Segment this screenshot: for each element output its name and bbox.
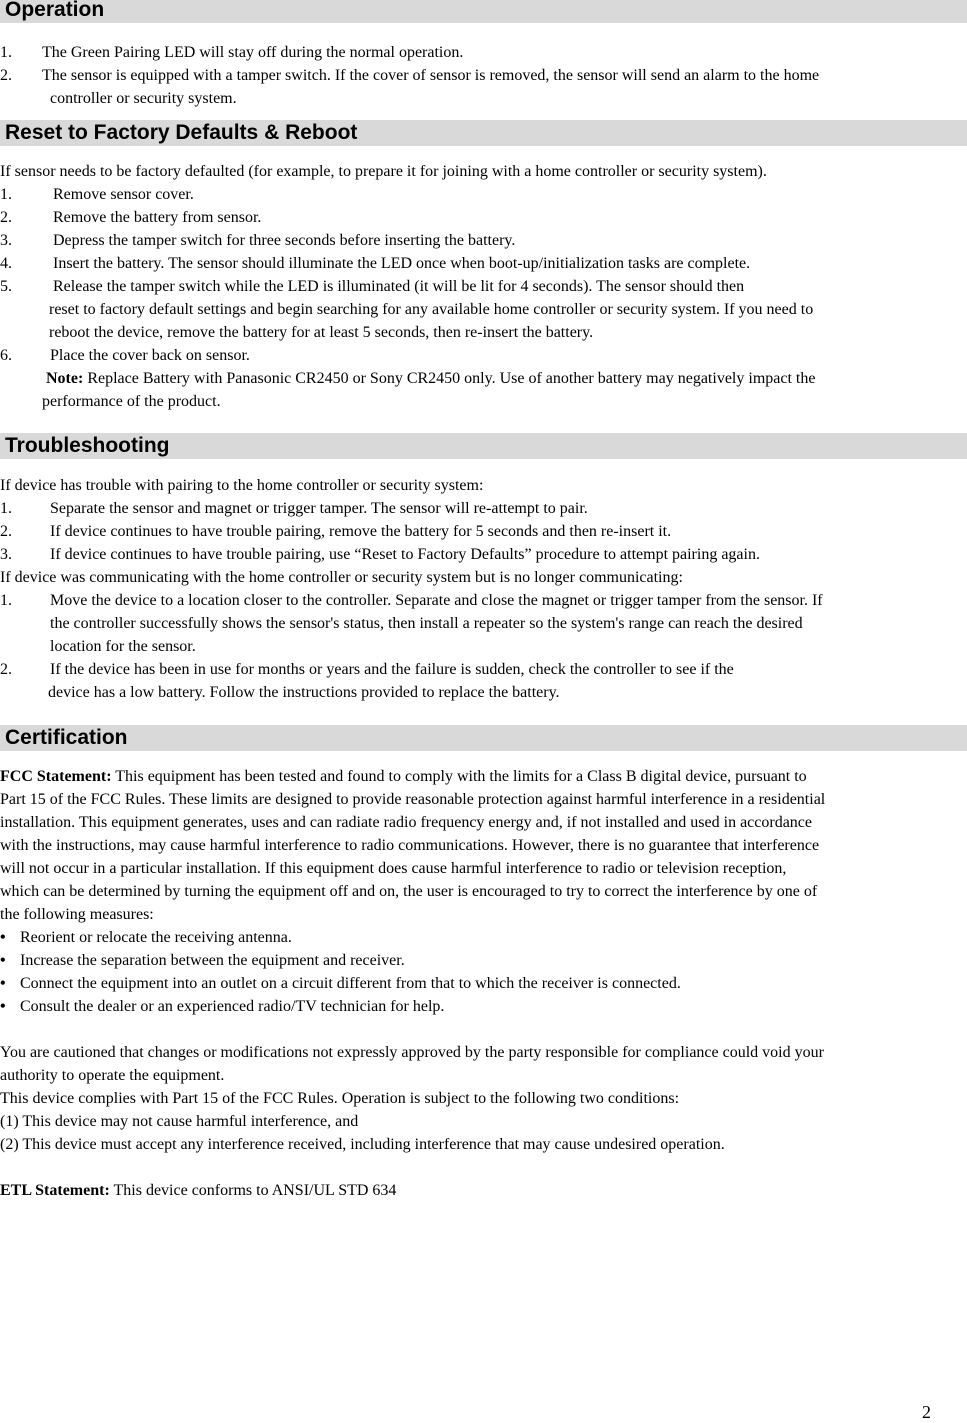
list-item [0,543,967,566]
list-continuation: reboot the device, remove the battery for at least 5 seconds, then re-insert the battery. [49,324,594,341]
caution-line: (2) This device must accept any interference received, including interference that may cause undesired operation. [0,1136,725,1153]
troubleshooting-section [0,474,967,704]
list-text: Release the tamper switch while the LED is illuminated (it will be lit for 4 seconds). The sensor should then [53,278,745,295]
caution-line: authority to operate the equipment. [0,1067,225,1084]
list-continuation: reset to factory default settings and begin searching for any available home controller or security system. If you need to [49,301,814,318]
bullet-text: Reorient or relocate the receiving antenna. [20,929,292,946]
list-number: 1. [0,500,12,517]
trouble-intro-communicating: If device was communicating with the home controller or security system but is no longer communicating: [0,569,683,586]
list-text: Separate the sensor and magnet or trigger tamper. The sensor will re-attempt to pair. [50,500,588,517]
list-text: If device continues to have trouble pairing, use “Reset to Factory Defaults” procedure to attempt pairing again. [50,546,760,563]
list-number: 2. [0,523,12,540]
list-text: If device continues to have trouble pairing, remove the battery for 5 seconds and then re-insert it. [50,523,672,540]
fcc-label: FCC Statement: [0,768,112,785]
bullet-text: Consult the dealer or an experienced radio/TV technician for help. [20,998,445,1015]
section-heading-troubleshooting: Troubleshooting [0,433,967,459]
list-item [0,497,967,520]
list-number: 5. [0,278,12,295]
list-continuation: the controller successfully shows the sensor's status, then install a repeater so the system's range can reach the desired [50,615,803,632]
list-item [0,206,967,229]
trouble-intro-pairing: If device has trouble with pairing to the home controller or security system: [0,477,484,494]
bullet-item [0,995,967,1018]
list-item [0,64,967,87]
list-text: Move the device to a location closer to the controller. Separate and close the magnet or trigger tamper from the sensor. If [50,592,823,609]
list-text: If the device has been in use for months or years and the failure is sudden, check the controller to see if the [50,661,734,678]
note-label: Note: [46,370,84,387]
list-number: 3. [0,546,12,563]
list-continuation: device has a low battery. Follow the instructions provided to replace the battery. [48,684,560,701]
list-item [0,658,967,681]
spacer [0,1156,967,1179]
note-continuation: performance of the product. [42,393,221,410]
bullet-item [0,949,967,972]
fcc-text-line: the following measures: [0,906,154,923]
caution-line: This device complies with Part 15 of the FCC Rules. Operation is subject to the following two conditions: [0,1090,680,1107]
list-continuation: controller or security system. [50,90,237,107]
list-number: 3. [0,232,12,249]
list-continuation: location for the sensor. [50,638,196,655]
list-item [0,520,967,543]
fcc-text-line: Part 15 of the FCC Rules. These limits are designed to provide reasonable protection against harmful interference in a residential [0,791,826,808]
bullet-text: Increase the separation between the equipment and receiver. [20,952,405,969]
bullet-item [0,972,967,995]
note-text: Replace Battery with Panasonic CR2450 or Sony CR2450 only. Use of another battery may negatively impact the [87,370,816,387]
section-heading-certification: Certification [0,725,967,751]
list-item [0,183,967,206]
fcc-text-line: with the instructions, may cause harmful interference to radio communications. However, there is no guarantee that interference [0,837,820,854]
list-text: Place the cover back on sensor. [50,347,250,364]
list-item [0,252,967,275]
list-number: 4. [0,255,12,272]
etl-statement [0,1179,967,1202]
caution-line: You are cautioned that changes or modifications not expressly approved by the party responsible for compliance could void your [0,1044,824,1061]
list-number: 1. [0,186,12,203]
bullet-icon: • [0,975,6,992]
list-number: 2. [0,67,12,84]
list-text: Remove the battery from sensor. [53,209,262,226]
fcc-text: This equipment has been tested and found to comply with the limits for a Class B digital device, pursuant to [115,768,807,785]
bullet-icon: • [0,998,6,1015]
list-text: Depress the tamper switch for three seconds before inserting the battery. [53,232,516,249]
bullet-icon: • [0,929,6,946]
list-number: 6. [0,347,12,364]
list-text: The sensor is equipped with a tamper switch. If the cover of sensor is removed, the sensor will send an alarm to the home [42,67,820,84]
bullet-icon: • [0,952,6,969]
list-item [0,589,967,612]
fcc-text-line: which can be determined by turning the equipment off and on, the user is encouraged to try to correct the interference by one of [0,883,818,900]
list-item [0,229,967,252]
list-text: Insert the battery. The sensor should illuminate the LED once when boot-up/initialization tasks are complete. [53,255,751,272]
etl-label: ETL Statement: [0,1182,110,1199]
spacer [0,1018,967,1041]
caution-line: (1) This device may not cause harmful interference, and [0,1113,359,1130]
fcc-statement-line [0,765,967,788]
list-number: 1. [0,592,12,609]
list-number: 1. [0,44,12,61]
battery-note [0,367,967,390]
fcc-text-line: installation. This equipment generates, uses and can radiate radio frequency energy and, if not installed and used in accordance [0,814,813,831]
list-number: 2. [0,209,12,226]
section-heading-reset: Reset to Factory Defaults & Reboot [0,120,967,146]
reset-intro: If sensor needs to be factory defaulted (for example, to prepare it for joining with a home controller or security system). [0,163,767,180]
list-text: Remove sensor cover. [53,186,194,203]
bullet-text: Connect the equipment into an outlet on a circuit different from that to which the receiver is connected. [20,975,681,992]
certification-section [0,765,967,1202]
bullet-item [0,926,967,949]
list-item [0,344,967,367]
section-heading-operation: Operation [0,0,967,23]
list-number: 2. [0,661,12,678]
list-item [0,275,967,298]
reset-section [0,160,967,413]
list-item [0,41,967,64]
list-text: The Green Pairing LED will stay off during the normal operation. [42,44,464,61]
etl-text: This device conforms to ANSI/UL STD 634 [113,1182,397,1199]
fcc-text-line: will not occur in a particular installation. If this equipment does cause harmful interference to radio or television reception, [0,860,787,877]
operation-list [0,41,967,110]
page-number: 2 [922,1402,931,1422]
